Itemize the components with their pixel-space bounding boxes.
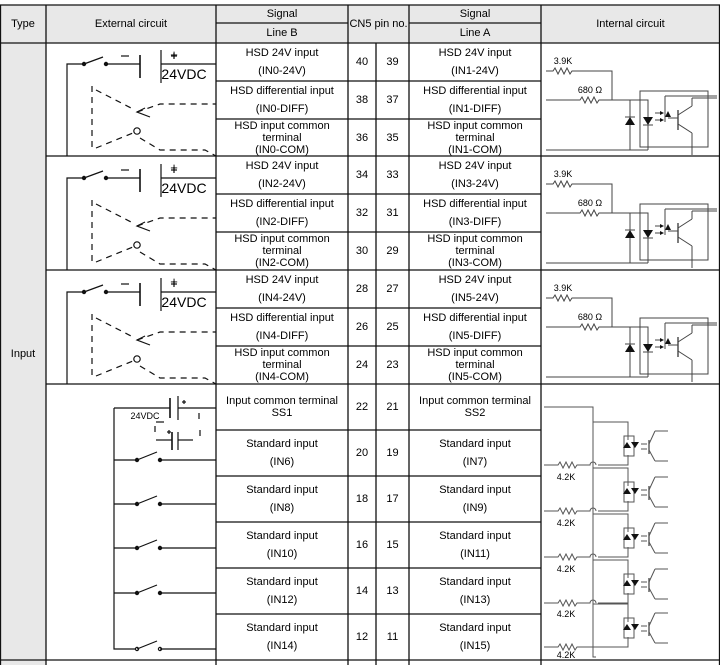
signal-code: (IN2-COM) <box>255 257 309 269</box>
signal-name: HSD input common terminal <box>427 347 523 371</box>
pin-b: 38 <box>355 94 369 106</box>
pin-b: 34 <box>355 169 369 181</box>
signal-name: HSD differential input <box>423 85 527 97</box>
hsd-internal-circuit-1 <box>546 68 717 155</box>
signal-name: Standard input <box>246 622 318 634</box>
signal-name: HSD 24V input <box>438 47 512 59</box>
header-line-a: Line A <box>459 27 491 39</box>
header-signal-a: Signal <box>459 8 491 20</box>
pin-b: 40 <box>355 56 369 68</box>
pin-b: 26 <box>355 321 369 333</box>
signal-code: (IN9) <box>462 502 488 514</box>
pin-a: 11 <box>386 631 399 643</box>
pin-a: 21 <box>386 401 399 413</box>
signal-name: HSD 24V input <box>245 160 319 172</box>
signal-name: HSD 24V input <box>438 274 512 286</box>
pin-a: 13 <box>386 585 399 597</box>
pin-a: 33 <box>386 169 399 181</box>
signal-code: (IN15) <box>459 640 491 652</box>
header-line-b: Line B <box>266 27 298 39</box>
signal-name: HSD differential input <box>423 198 527 210</box>
signal-name: HSD input common terminal <box>427 233 523 257</box>
pin-a: 39 <box>386 56 399 68</box>
signal-name: HSD 24V input <box>245 274 319 286</box>
signal-code: (IN6) <box>269 456 295 468</box>
pin-b: 12 <box>355 631 369 643</box>
signal-code: (IN7) <box>462 456 488 468</box>
resistor-label-3k9: 3.9K <box>553 282 573 293</box>
plus-sign: + <box>170 47 178 62</box>
signal-code: SS2 <box>464 407 486 419</box>
signal-code: (IN8) <box>269 502 295 514</box>
header-type: Type <box>11 18 35 30</box>
signal-code: (IN14) <box>266 640 298 652</box>
signal-name: HSD 24V input <box>245 47 319 59</box>
signal-name: Standard input <box>246 530 318 542</box>
signal-name: Standard input <box>439 530 511 542</box>
signal-name: HSD 24V input <box>438 160 512 172</box>
pin-b: 30 <box>355 245 369 257</box>
pin-b: 20 <box>355 447 369 459</box>
signal-code: (IN3-24V) <box>451 178 499 190</box>
supply-label: 24VDC <box>161 294 207 310</box>
signal-code: (IN2-24V) <box>258 178 306 190</box>
signal-code: (IN0-24V) <box>258 65 306 77</box>
signal-code: (IN12) <box>266 594 298 606</box>
hsd-internal-circuit-3 <box>546 295 717 382</box>
signal-name: Standard input <box>439 438 511 450</box>
signal-name: HSD input common terminal <box>234 233 330 257</box>
signal-name: Standard input <box>439 622 511 634</box>
signal-name: Input common terminal <box>226 395 338 407</box>
pin-b: 14 <box>355 585 369 597</box>
resistor-label-4k2: 4.2K <box>556 650 576 660</box>
pin-b: 32 <box>355 207 369 219</box>
resistor-label-680: 680 Ω <box>577 84 603 95</box>
resistor-label-3k9: 3.9K <box>553 55 573 66</box>
resistor-label-680: 680 Ω <box>577 197 603 208</box>
signal-code: (IN1-24V) <box>451 65 499 77</box>
signal-code: (IN10) <box>266 548 298 560</box>
plus-sign: + <box>170 274 178 289</box>
pin-a: 31 <box>386 207 399 219</box>
resistor-label-4k2: 4.2K <box>556 564 576 574</box>
signal-code: SS1 <box>271 407 293 419</box>
signal-name: Standard input <box>439 484 511 496</box>
signal-name: HSD differential input <box>230 198 334 210</box>
pin-a: 35 <box>386 131 399 144</box>
pin-a: 37 <box>386 94 399 106</box>
signal-name: HSD differential input <box>423 312 527 324</box>
signal-name: Standard input <box>246 438 318 450</box>
signal-code: (IN2-DIFF) <box>255 216 309 228</box>
signal-name: Standard input <box>246 576 318 588</box>
signal-name: Input common terminal <box>419 395 531 407</box>
signal-code: (IN3-COM) <box>448 257 502 269</box>
signal-name: HSD input common terminal <box>234 347 330 371</box>
signal-name: Standard input <box>439 576 511 588</box>
hsd-internal-circuit-2 <box>546 181 717 268</box>
pin-a: 15 <box>386 539 399 551</box>
signal-name: HSD differential input <box>230 312 334 324</box>
signal-code: (IN13) <box>459 594 491 606</box>
type-input-label: Input <box>10 348 36 360</box>
signal-code: (IN3-DIFF) <box>448 216 502 228</box>
signal-code: (IN0-DIFF) <box>255 103 309 115</box>
signal-code: (IN1-COM) <box>448 143 502 156</box>
pin-b: 22 <box>355 401 369 413</box>
signal-code: (IN5-24V) <box>451 292 499 304</box>
plus-sign: + <box>170 160 178 175</box>
resistor-label-4k2: 4.2K <box>556 518 576 528</box>
header-pin-no: CN5 pin no. <box>349 18 408 30</box>
resistor-label-680: 680 Ω <box>577 311 603 322</box>
supply-label: 24VDC <box>161 180 207 196</box>
pin-a: 19 <box>386 447 399 459</box>
signal-name: HSD input common terminal <box>234 119 330 144</box>
resistor-label-4k2: 4.2K <box>556 609 576 619</box>
pin-a: 23 <box>386 359 399 371</box>
signal-code: (IN5-COM) <box>448 371 502 383</box>
signal-code: (IN4-DIFF) <box>255 330 309 342</box>
signal-code: (IN1-DIFF) <box>448 103 502 115</box>
resistor-label-3k9: 3.9K <box>553 168 573 179</box>
pin-a: 25 <box>386 321 399 333</box>
signal-code: (IN11) <box>460 548 490 560</box>
pin-b: 18 <box>355 493 369 505</box>
header-signal-b: Signal <box>266 8 298 20</box>
header-external-circuit: External circuit <box>94 18 168 30</box>
signal-name: HSD differential input <box>230 85 334 97</box>
pin-a: 29 <box>386 245 399 257</box>
supply-label: 24VDC <box>161 66 207 82</box>
pin-b: 28 <box>355 283 369 295</box>
signal-code: (IN5-DIFF) <box>448 330 502 342</box>
pin-a: 17 <box>386 493 399 505</box>
pin-a: 27 <box>386 283 399 295</box>
signal-name: Standard input <box>246 484 318 496</box>
pin-b: 24 <box>355 359 369 371</box>
common-supply-label: 24VDC <box>130 411 160 421</box>
signal-code: (IN0-COM) <box>255 143 309 156</box>
header-internal-circuit: Internal circuit <box>596 18 665 30</box>
resistor-label-4k2: 4.2K <box>556 472 576 482</box>
pin-b: 16 <box>355 539 369 551</box>
signal-code: (IN4-COM) <box>255 371 309 383</box>
signal-code: (IN4-24V) <box>258 292 306 304</box>
signal-name: HSD input common terminal <box>427 119 523 144</box>
pin-b: 36 <box>355 131 369 144</box>
